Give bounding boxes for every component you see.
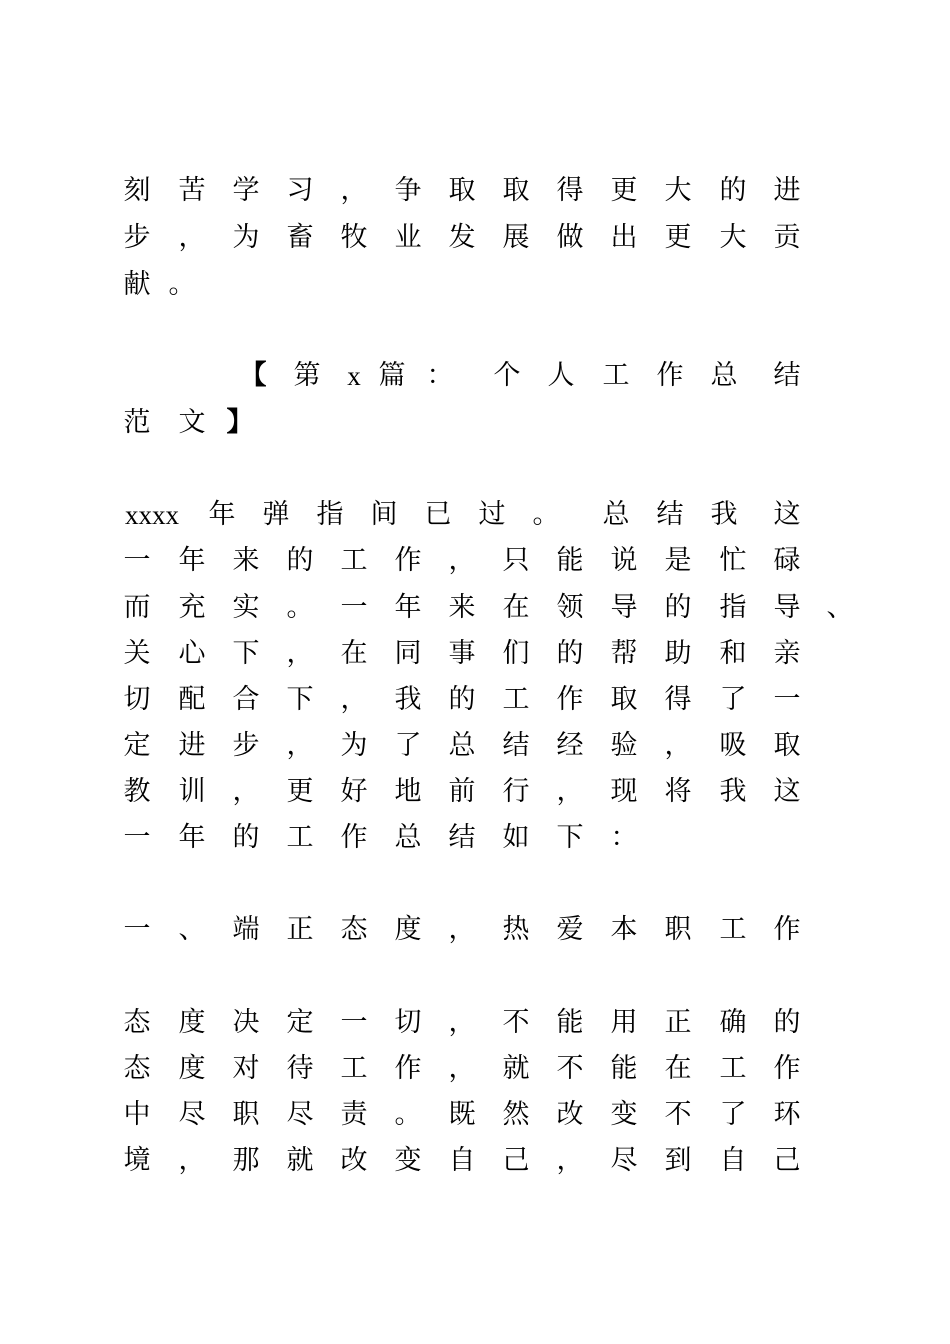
text-char: 能 — [610, 1053, 638, 1084]
text-char: ， — [448, 914, 476, 945]
text-line — [0, 910, 950, 950]
text-char: 过 — [478, 499, 506, 530]
text-char: 领 — [556, 592, 584, 623]
text-char: 正 — [664, 1007, 692, 1038]
text-char: 进 — [773, 175, 801, 206]
text-char: 前 — [448, 776, 476, 807]
text-char: 端 — [232, 914, 260, 945]
text-char: 导 — [610, 592, 638, 623]
text-char: ： — [426, 360, 454, 391]
text-char: 能 — [556, 1007, 584, 1038]
text-char: 下 — [232, 638, 260, 669]
text-line — [0, 772, 950, 812]
text-char: 不 — [556, 1053, 584, 1084]
text-char: 作 — [656, 360, 684, 391]
text-char: 工 — [719, 914, 747, 945]
text-char: 、 — [178, 914, 206, 945]
text-char: 展 — [502, 222, 530, 253]
text-char: 将 — [664, 776, 692, 807]
text-char: 习 — [286, 175, 314, 206]
text-char: 作 — [340, 822, 368, 853]
text-char: 工 — [340, 545, 368, 576]
text-line — [0, 1049, 950, 1089]
text-char: 碌 — [773, 545, 801, 576]
text-char: 配 — [178, 684, 206, 715]
text-char: 更 — [610, 175, 638, 206]
text-char: 热 — [502, 914, 530, 945]
text-char: 行 — [502, 776, 530, 807]
text-char: 验 — [610, 730, 638, 761]
text-char: 献 — [123, 269, 151, 300]
text-char: 变 — [610, 1099, 638, 1130]
text-char: 文 — [178, 407, 206, 438]
text-char: 作 — [773, 914, 801, 945]
text-char: 结 — [773, 360, 801, 391]
text-char: 得 — [556, 175, 584, 206]
text-char: 关 — [123, 638, 151, 669]
text-char: ， — [286, 730, 314, 761]
text-char: 态 — [123, 1053, 151, 1084]
text-char: 到 — [664, 1145, 692, 1176]
text-line — [0, 541, 950, 581]
text-char: 一 — [123, 545, 151, 576]
text-char: 既 — [448, 1099, 476, 1130]
text-char: 经 — [556, 730, 584, 761]
text-line — [0, 634, 950, 674]
text-line — [0, 726, 950, 766]
text-char: 改 — [556, 1099, 584, 1130]
text-char: 的 — [773, 1007, 801, 1038]
text-char: 年 — [394, 592, 422, 623]
text-char: 这 — [773, 776, 801, 807]
text-char: 只 — [502, 545, 530, 576]
text-char: 我 — [710, 499, 738, 530]
text-char: 来 — [232, 545, 260, 576]
text-char: 我 — [719, 776, 747, 807]
text-char: 总 — [448, 730, 476, 761]
text-char: 职 — [232, 1099, 260, 1130]
text-char: 牧 — [340, 222, 368, 253]
text-char: 然 — [502, 1099, 530, 1130]
text-char: 同 — [394, 638, 422, 669]
text-char: ， — [340, 175, 368, 206]
text-char: 、 — [826, 592, 854, 623]
text-char: 在 — [340, 638, 368, 669]
text-char: 更 — [286, 776, 314, 807]
text-char: 结 — [502, 730, 530, 761]
text-line — [0, 1141, 950, 1181]
text-char: 作 — [556, 684, 584, 715]
text-char: 了 — [719, 684, 747, 715]
text-char: 工 — [502, 684, 530, 715]
text-char: 尽 — [178, 1099, 206, 1130]
text-char: 下 — [556, 822, 584, 853]
text-char: 忙 — [719, 545, 747, 576]
text-char: 工 — [602, 360, 630, 391]
text-char: 用 — [610, 1007, 638, 1038]
text-line — [0, 1003, 950, 1043]
text-char: 度 — [178, 1007, 206, 1038]
text-char: 事 — [448, 638, 476, 669]
text-char: 改 — [340, 1145, 368, 1176]
text-char: 对 — [232, 1053, 260, 1084]
text-char: 总 — [602, 499, 630, 530]
text-char: 不 — [502, 1007, 530, 1038]
text-char: ， — [556, 1145, 584, 1176]
text-char: 定 — [286, 1007, 314, 1038]
text-char: 爱 — [556, 914, 584, 945]
text-char: 合 — [232, 684, 260, 715]
text-char: 的 — [232, 822, 260, 853]
text-char: 一 — [773, 684, 801, 715]
text-char: 待 — [286, 1053, 314, 1084]
text-char: 是 — [664, 545, 692, 576]
text-char: 环 — [773, 1099, 801, 1130]
text-char: 作 — [394, 545, 422, 576]
text-char: 责 — [340, 1099, 368, 1130]
text-char: 工 — [340, 1053, 368, 1084]
text-char: 得 — [664, 684, 692, 715]
text-char: 取 — [773, 730, 801, 761]
text-char: ， — [448, 1053, 476, 1084]
text-char: 弹 — [262, 499, 290, 530]
text-char: 度 — [394, 914, 422, 945]
text-char: 取 — [502, 175, 530, 206]
text-char: 现 — [610, 776, 638, 807]
text-char: 的 — [719, 175, 747, 206]
text-char: 【 — [239, 360, 267, 391]
text-char: 一 — [340, 1007, 368, 1038]
text-line — [0, 265, 950, 305]
text-char: 。 — [394, 1099, 422, 1130]
text-char: 结 — [448, 822, 476, 853]
text-char: 取 — [448, 175, 476, 206]
text-char: ， — [286, 638, 314, 669]
text-char: 第 — [293, 360, 321, 391]
text-char: 好 — [340, 776, 368, 807]
text-char: 步 — [123, 222, 151, 253]
text-char: ， — [448, 545, 476, 576]
text-char: 我 — [394, 684, 422, 715]
text-char: 苦 — [178, 175, 206, 206]
text-char: 不 — [664, 1099, 692, 1130]
text-char: 作 — [773, 1053, 801, 1084]
text-char: 们 — [502, 638, 530, 669]
text-char: 进 — [178, 730, 206, 761]
text-char: 年 — [178, 822, 206, 853]
text-char: ， — [664, 730, 692, 761]
text-char: 变 — [394, 1145, 422, 1176]
text-char: 取 — [610, 684, 638, 715]
text-char: 说 — [610, 545, 638, 576]
text-char: 指 — [316, 499, 344, 530]
text-char: 帮 — [610, 638, 638, 669]
text-char: 一 — [340, 592, 368, 623]
text-char: 亲 — [773, 638, 801, 669]
text-char: 指 — [719, 592, 747, 623]
text-char: 】 — [226, 407, 254, 438]
text-char: 己 — [502, 1145, 530, 1176]
text-char: 充 — [178, 592, 206, 623]
text-char: 己 — [773, 1145, 801, 1176]
text-char: 一 — [123, 822, 151, 853]
text-char: 。 — [532, 499, 560, 530]
text-char: xxxx — [125, 500, 179, 530]
text-char: 吸 — [719, 730, 747, 761]
text-char: 职 — [664, 914, 692, 945]
text-char: 尽 — [286, 1099, 314, 1130]
text-char: 的 — [286, 545, 314, 576]
text-char: 大 — [664, 175, 692, 206]
text-char: x — [347, 361, 361, 391]
text-char: 人 — [547, 360, 575, 391]
text-char: ， — [232, 776, 260, 807]
text-char: 间 — [370, 499, 398, 530]
text-char: 为 — [340, 730, 368, 761]
text-char: 畜 — [286, 222, 314, 253]
text-char: 决 — [232, 1007, 260, 1038]
text-char: 这 — [773, 499, 801, 530]
text-char: 贡 — [773, 222, 801, 253]
text-line — [0, 403, 950, 443]
text-char: 本 — [610, 914, 638, 945]
text-char: 刻 — [123, 175, 151, 206]
text-char: 如 — [502, 822, 530, 853]
text-char: 为 — [232, 222, 260, 253]
text-char: 步 — [232, 730, 260, 761]
text-char: 能 — [556, 545, 584, 576]
text-char: 了 — [719, 1099, 747, 1130]
text-char: 的 — [448, 684, 476, 715]
text-char: 而 — [123, 592, 151, 623]
text-char: 就 — [286, 1145, 314, 1176]
text-char: 学 — [232, 175, 260, 206]
text-char: 总 — [710, 360, 738, 391]
text-char: 的 — [556, 638, 584, 669]
text-line — [0, 818, 950, 858]
text-char: 心 — [178, 638, 206, 669]
text-char: 更 — [664, 222, 692, 253]
text-char: 已 — [424, 499, 452, 530]
text-line — [0, 680, 950, 720]
text-char: 篇 — [378, 360, 406, 391]
text-char: 中 — [123, 1099, 151, 1130]
text-char: 争 — [394, 175, 422, 206]
text-char: 就 — [502, 1053, 530, 1084]
text-char: 度 — [178, 1053, 206, 1084]
text-char: 实 — [232, 592, 260, 623]
text-line — [0, 356, 950, 396]
text-char: 结 — [656, 499, 684, 530]
text-char: 。 — [168, 269, 196, 300]
text-char: 正 — [286, 914, 314, 945]
text-char: 做 — [556, 222, 584, 253]
text-line — [0, 1095, 950, 1135]
text-char: 出 — [610, 222, 638, 253]
text-char: 确 — [719, 1007, 747, 1038]
text-char: 自 — [719, 1145, 747, 1176]
text-char: ， — [340, 684, 368, 715]
text-char: ， — [448, 1007, 476, 1038]
text-char: 工 — [286, 822, 314, 853]
text-char: 。 — [286, 592, 314, 623]
text-char: 尽 — [610, 1145, 638, 1176]
text-char: 总 — [394, 822, 422, 853]
text-char: 年 — [208, 499, 236, 530]
text-char: 切 — [394, 1007, 422, 1038]
text-char: ， — [178, 1145, 206, 1176]
text-char: 工 — [719, 1053, 747, 1084]
text-char: 训 — [178, 776, 206, 807]
text-char: 下 — [286, 684, 314, 715]
text-char: 范 — [123, 407, 151, 438]
text-char: 大 — [719, 222, 747, 253]
text-char: 态 — [340, 914, 368, 945]
text-char: 了 — [394, 730, 422, 761]
text-char: 在 — [664, 1053, 692, 1084]
text-char: 来 — [448, 592, 476, 623]
text-char: 个 — [493, 360, 521, 391]
text-char: 那 — [232, 1145, 260, 1176]
text-char: 和 — [719, 638, 747, 669]
text-line — [0, 218, 950, 258]
text-line — [0, 588, 950, 628]
text-line — [0, 171, 950, 211]
text-char: 一 — [123, 914, 151, 945]
text-char: ， — [556, 776, 584, 807]
text-char: 在 — [502, 592, 530, 623]
text-char: 教 — [123, 776, 151, 807]
text-char: ： — [610, 822, 638, 853]
text-char: ， — [178, 222, 206, 253]
text-char: 态 — [123, 1007, 151, 1038]
text-char: 年 — [178, 545, 206, 576]
text-line — [0, 495, 950, 535]
text-char: 自 — [448, 1145, 476, 1176]
text-char: 地 — [394, 776, 422, 807]
text-char: 的 — [664, 592, 692, 623]
text-char: 定 — [123, 730, 151, 761]
text-char: 境 — [123, 1145, 151, 1176]
text-char: 发 — [448, 222, 476, 253]
text-char: 导 — [773, 592, 801, 623]
text-char: 业 — [394, 222, 422, 253]
text-char: 助 — [664, 638, 692, 669]
text-char: 作 — [394, 1053, 422, 1084]
text-char: 切 — [123, 684, 151, 715]
